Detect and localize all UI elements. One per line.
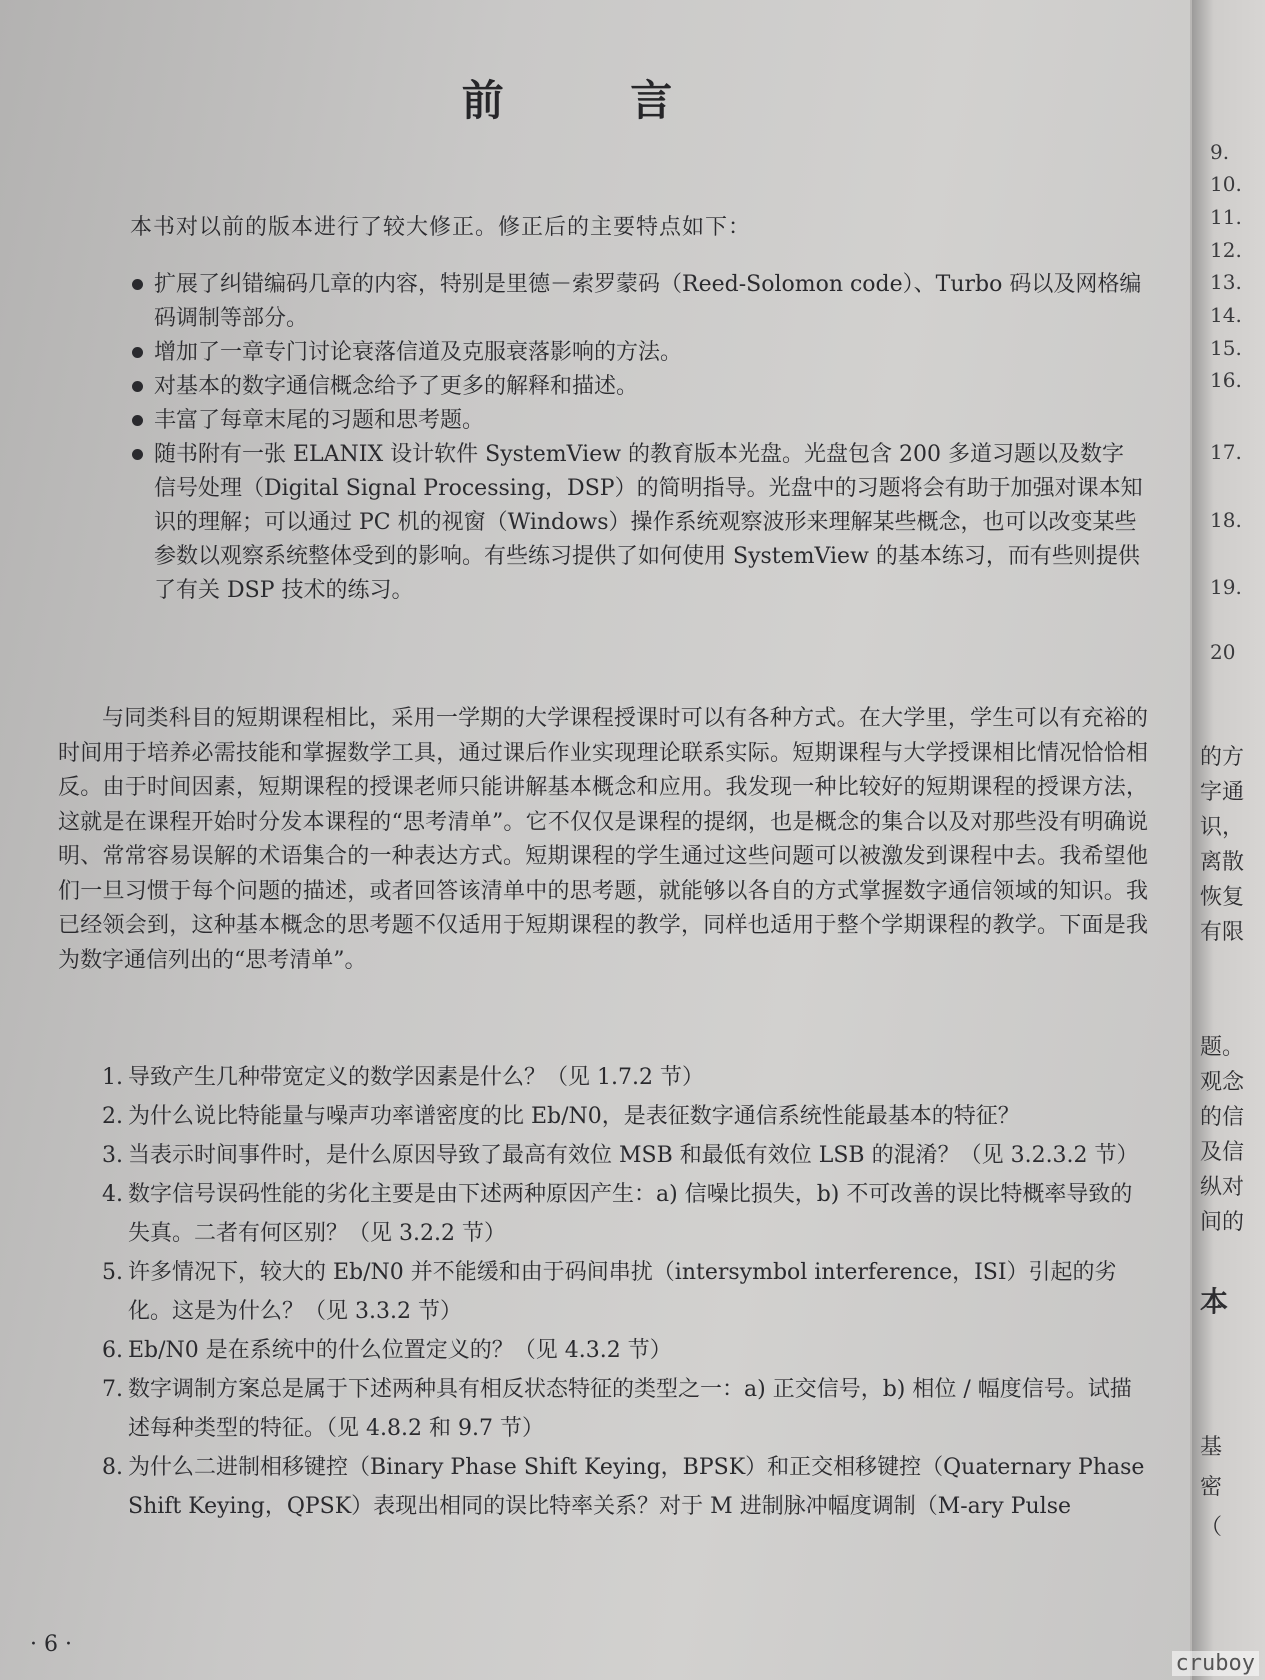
right-text-fragment: 及信 [1200, 1140, 1245, 1165]
bullet-icon [132, 449, 143, 460]
intro-line: 本书对以前的版本进行了较大修正。修正后的主要特点如下： [130, 215, 752, 240]
question-item [102, 1136, 1153, 1175]
right-toc-number: 9. [1210, 140, 1230, 164]
question-item [102, 1058, 1153, 1097]
list-item: 对基本的数字通信概念给予了更多的解释和描述。 [130, 370, 1145, 404]
question-text: 数字调制方案总是属于下述两种具有相反状态特征的类型之一：a) 正交信号，b) 相位 / 幅度信号。试描述每种类型的特征。（见 4.8.2 和 9.7 节） [128, 1377, 1132, 1441]
right-toc-number: 20 [1210, 640, 1236, 664]
page-title: 前 言 [461, 76, 729, 125]
right-toc-number: 10. [1210, 172, 1242, 196]
right-toc-number: 16. [1210, 368, 1242, 392]
right-text-fragment: 的信 [1200, 1105, 1245, 1130]
right-book-page [1192, 0, 1265, 1680]
page-number: · 6 · [30, 1632, 72, 1657]
right-text-fragment: 字通 [1200, 780, 1245, 805]
question-number: 1. [102, 1065, 123, 1090]
right-toc-number: 15. [1210, 336, 1242, 360]
watermark: cruboy [1172, 1651, 1259, 1676]
question-number: 3. [102, 1143, 123, 1168]
right-text-fragment: 恢复 [1200, 885, 1245, 910]
question-item [102, 1097, 1153, 1136]
question-text: 为什么二进制相移键控（Binary Phase Shift Keying，BPSK）和正交相移键控（Quaternary Phase Shift Keying，QPSK）表现出相同的误比特率关系？对于 M 进制脉冲幅度调制（M-ary Pulse [128, 1455, 1145, 1519]
right-text-fragment: 离散 [1200, 850, 1245, 875]
question-item [102, 1370, 1153, 1448]
bullet-icon [132, 381, 143, 392]
right-text-fragment: 的方 [1200, 745, 1245, 770]
question-list [102, 1058, 1153, 1526]
question-text: 为什么说比特能量与噪声功率谱密度的比 Eb/N0，是表征数字通信系统性能最基本的特征？ [128, 1104, 1020, 1129]
question-text: 导致产生几种带宽定义的数学因素是什么？（见 1.7.2 节） [128, 1065, 704, 1090]
question-item [102, 1331, 1153, 1370]
body-paragraph: 与同类科目的短期课程相比，采用一学期的大学课程授课时可以有各种方式。在大学里，学生可以有充裕的时间用于培养必需技能和掌握数学工具，通过课后作业实现理论联系实际。短期课程与大学授课相比情况恰恰相反。由于时间因素，短期课程的授课老师只能讲解基本概念和应用。我发现一种比较好的短期课程的授课方法，这就是在课程开始时分发本课程的“思考清单”。它不仅仅是课程的提纲，也是概念的集合以及对那些没有明确说明、常常容易误解的术语集合的一种表达方式。短期课程的学生通过这些问题可以被激发到课程中去。我希望他们一旦习惯于每个问题的描述，或者回答该清单中的思考题，就能够以各自的方式掌握数字通信领域的知识。我已经领会到，这种基本概念的思考题不仅适用于短期课程的教学，同样也适用于整个学期课程的教学。下面是我为数字通信列出的“思考清单”。 [58, 706, 1148, 973]
right-text-fragment: 题。 [1200, 1035, 1245, 1060]
bullet-icon [132, 279, 143, 290]
right-toc-number: 18. [1210, 508, 1242, 532]
right-toc-number: 17. [1210, 440, 1242, 464]
list-item: 丰富了每章末尾的习题和思考题。 [130, 404, 1145, 438]
right-toc-number: 11. [1210, 205, 1242, 229]
question-item [102, 1253, 1153, 1331]
right-text-fragment: 基 [1200, 1435, 1223, 1460]
right-text-fragment: 密 [1200, 1475, 1223, 1500]
question-item [102, 1448, 1153, 1526]
bullet-icon [132, 415, 143, 426]
question-number: 8. [102, 1455, 123, 1480]
question-text: 许多情况下，较大的 Eb/N0 并不能缓和由于码间串扰（intersymbol interference，ISI）引起的劣化。这是为什么？（见 3.3.2 节） [128, 1260, 1117, 1324]
right-toc-number: 14. [1210, 303, 1242, 327]
question-number: 7. [102, 1377, 123, 1402]
right-text-fragment: 有限 [1200, 920, 1245, 945]
list-item: 增加了一章专门讨论衰落信道及克服衰落影响的方法。 [130, 336, 1145, 370]
right-toc-number: 13. [1210, 270, 1242, 294]
right-toc-number: 19. [1210, 575, 1242, 599]
feature-list [130, 268, 1145, 608]
question-item [102, 1175, 1153, 1253]
list-item: 扩展了纠错编码几章的内容，特别是里德－索罗蒙码（Reed-Solomon code）、Turbo 码以及网格编码调制等部分。 [130, 268, 1145, 336]
right-text-fragment: 观念 [1200, 1070, 1245, 1095]
question-number: 6. [102, 1338, 123, 1363]
question-number: 4. [102, 1182, 123, 1207]
right-text-fragment: 本 [1200, 1285, 1229, 1318]
question-text: 当表示时间事件时，是什么原因导致了最高有效位 MSB 和最低有效位 LSB 的混淆？（见 3.2.3.2 节） [128, 1143, 1139, 1168]
right-text-fragment: 纵对 [1200, 1175, 1245, 1200]
right-text-fragment: 间的 [1200, 1210, 1245, 1235]
list-item: 随书附有一张 ELANIX 设计软件 SystemView 的教育版本光盘。光盘包含 200 多道习题以及数字信号处理（Digital Signal Processing，DSP）的简明指导。光盘中的习题将会有助于加强对课本知识的理解；可以通过 PC 机的视窗（Windows）操作系统观察波形来理解某些概念，也可以改变某些参数以观察系统整体受到的影响。有些练习提供了如何使用 SystemView 的基本练习，而有些则提供了有关 DSP 技术的练习。 [130, 438, 1145, 608]
right-toc-number: 12. [1210, 238, 1242, 262]
question-text: 数字信号误码性能的劣化主要是由下述两种原因产生：a) 信噪比损失，b) 不可改善的误比特概率导致的失真。二者有何区别？（见 3.2.2 节） [128, 1182, 1133, 1246]
right-text-fragment: （ [1200, 1515, 1223, 1540]
question-text: Eb/N0 是在系统中的什么位置定义的？（见 4.3.2 节） [128, 1338, 672, 1363]
right-text-fragment: 识， [1200, 815, 1245, 840]
bullet-icon [132, 347, 143, 358]
question-number: 5. [102, 1260, 123, 1285]
question-number: 2. [102, 1104, 123, 1129]
